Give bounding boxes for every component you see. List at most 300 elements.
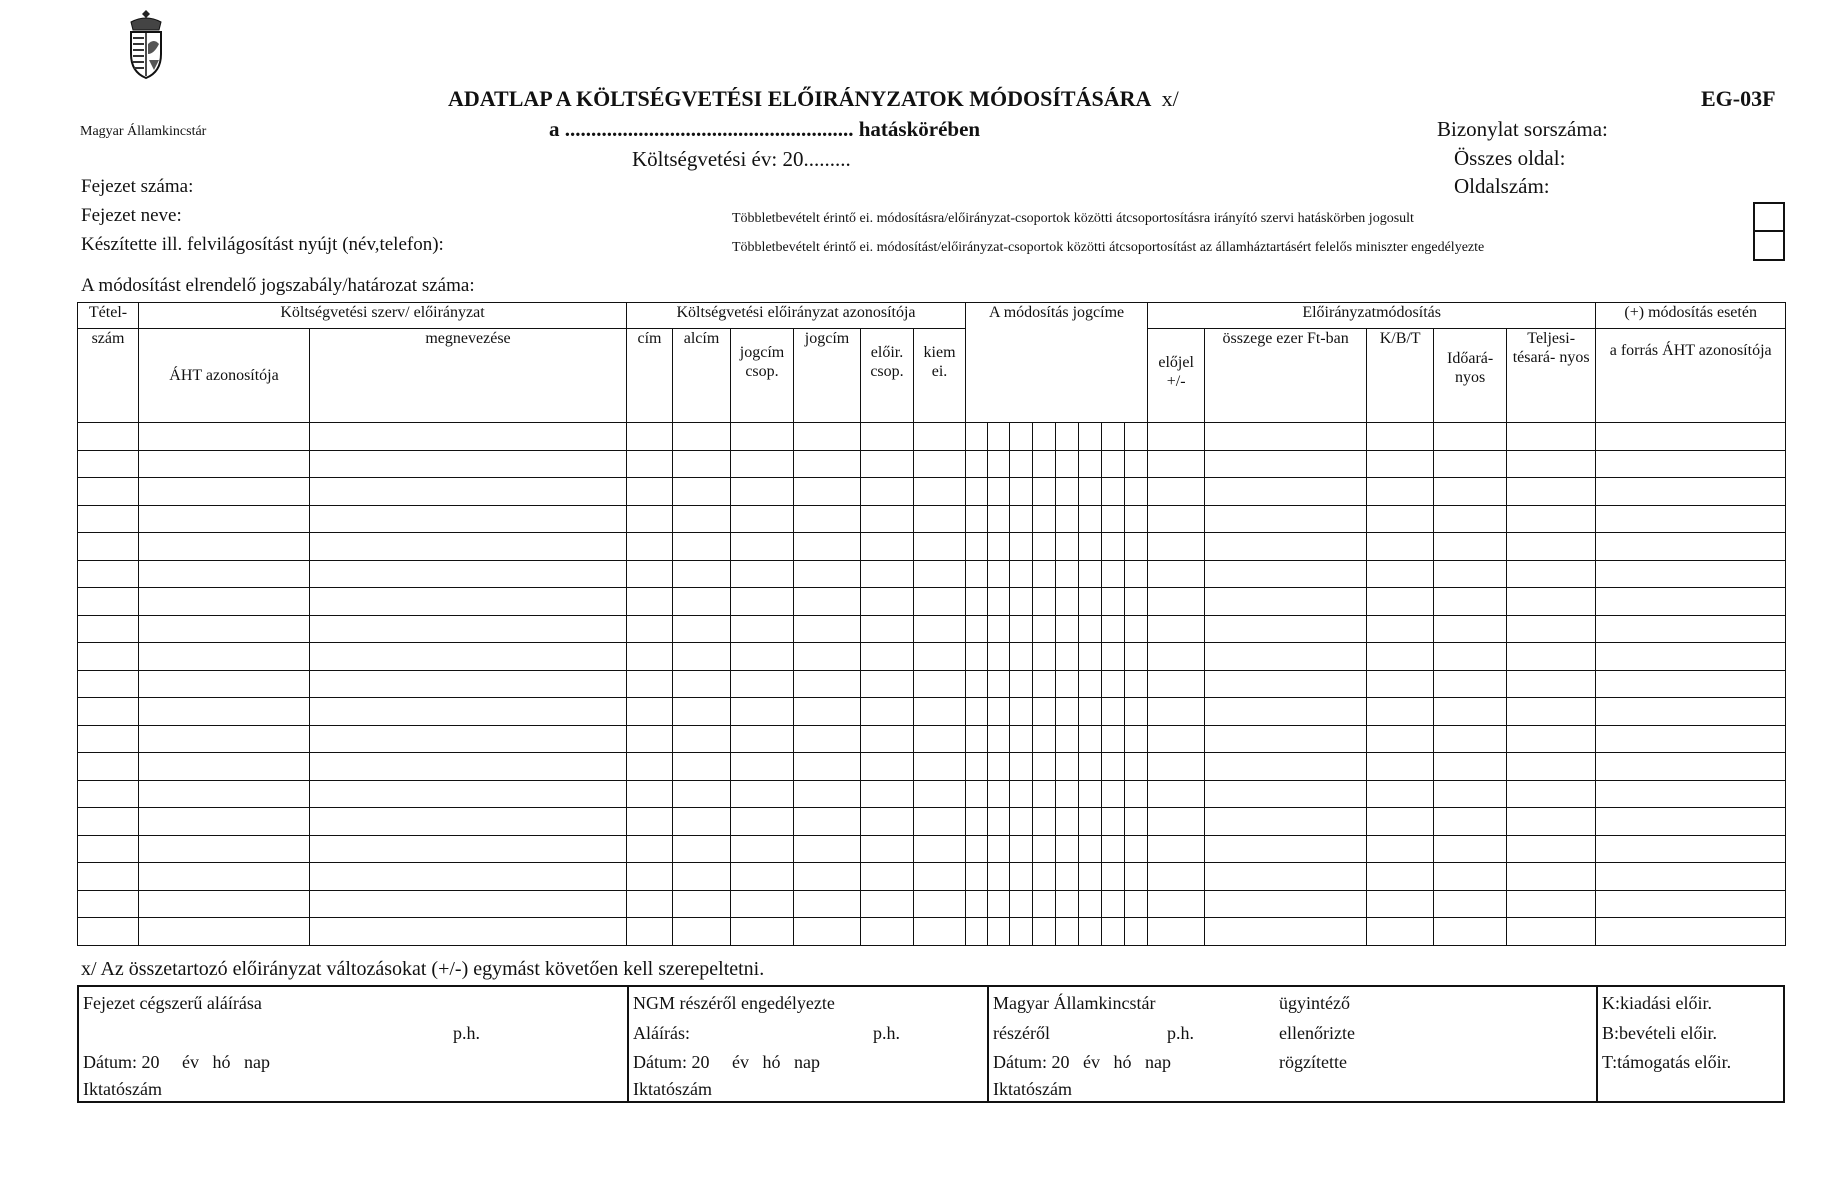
table-cell[interactable] [1125, 588, 1148, 616]
table-cell[interactable] [1507, 478, 1596, 506]
table-cell[interactable] [1367, 560, 1434, 588]
table-cell[interactable] [1596, 615, 1786, 643]
table-cell[interactable] [914, 863, 966, 891]
table-cell[interactable] [988, 863, 1010, 891]
table-cell[interactable] [1056, 450, 1079, 478]
table-cell[interactable] [861, 560, 914, 588]
table-cell[interactable] [1010, 670, 1033, 698]
table-cell[interactable] [794, 890, 861, 918]
table-cell[interactable] [914, 533, 966, 561]
table-cell[interactable] [1033, 588, 1056, 616]
table-cell[interactable] [1507, 835, 1596, 863]
table-cell[interactable] [794, 835, 861, 863]
table-cell[interactable] [1010, 890, 1033, 918]
table-cell[interactable] [1033, 643, 1056, 671]
table-cell[interactable] [1367, 808, 1434, 836]
table-cell[interactable] [1507, 863, 1596, 891]
table-cell[interactable] [139, 670, 310, 698]
table-cell[interactable] [673, 808, 731, 836]
table-cell[interactable] [731, 615, 794, 643]
table-cell[interactable] [1596, 725, 1786, 753]
table-cell[interactable] [627, 725, 673, 753]
table-cell[interactable] [310, 505, 627, 533]
table-cell[interactable] [1148, 478, 1205, 506]
table-cell[interactable] [1102, 890, 1125, 918]
table-cell[interactable] [794, 478, 861, 506]
table-cell[interactable] [861, 533, 914, 561]
table-cell[interactable] [1102, 533, 1125, 561]
table-cell[interactable] [627, 505, 673, 533]
table-cell[interactable] [673, 753, 731, 781]
table-cell[interactable] [914, 808, 966, 836]
table-cell[interactable] [1507, 423, 1596, 451]
table-cell[interactable] [914, 725, 966, 753]
table-cell[interactable] [139, 560, 310, 588]
table-cell[interactable] [1434, 615, 1507, 643]
table-cell[interactable] [1596, 505, 1786, 533]
table-cell[interactable] [673, 450, 731, 478]
table-cell[interactable] [1010, 918, 1033, 946]
table-cell[interactable] [139, 835, 310, 863]
table-cell[interactable] [1125, 808, 1148, 836]
checkbox-2[interactable] [1753, 230, 1785, 261]
table-cell[interactable] [310, 670, 627, 698]
table-cell[interactable] [78, 478, 139, 506]
table-cell[interactable] [673, 588, 731, 616]
table-cell[interactable] [1079, 423, 1102, 451]
table-cell[interactable] [914, 450, 966, 478]
table-cell[interactable] [1507, 533, 1596, 561]
table-cell[interactable] [1434, 835, 1507, 863]
table-cell[interactable] [1205, 918, 1367, 946]
table-cell[interactable] [1507, 725, 1596, 753]
table-cell[interactable] [731, 698, 794, 726]
table-cell[interactable] [1367, 698, 1434, 726]
table-cell[interactable] [627, 918, 673, 946]
table-cell[interactable] [1367, 780, 1434, 808]
table-cell[interactable] [139, 780, 310, 808]
table-cell[interactable] [1010, 643, 1033, 671]
table-cell[interactable] [1507, 780, 1596, 808]
table-cell[interactable] [1148, 560, 1205, 588]
table-cell[interactable] [139, 808, 310, 836]
table-cell[interactable] [1367, 533, 1434, 561]
table-cell[interactable] [1434, 918, 1507, 946]
table-cell[interactable] [988, 808, 1010, 836]
table-cell[interactable] [1148, 698, 1205, 726]
table-cell[interactable] [794, 863, 861, 891]
table-cell[interactable] [1033, 450, 1056, 478]
table-cell[interactable] [310, 753, 627, 781]
table-cell[interactable] [1056, 670, 1079, 698]
table-cell[interactable] [794, 615, 861, 643]
table-cell[interactable] [673, 863, 731, 891]
table-cell[interactable] [1596, 835, 1786, 863]
table-cell[interactable] [1148, 670, 1205, 698]
table-cell[interactable] [1033, 753, 1056, 781]
table-cell[interactable] [1102, 670, 1125, 698]
table-cell[interactable] [1507, 808, 1596, 836]
table-cell[interactable] [1205, 615, 1367, 643]
table-cell[interactable] [1079, 863, 1102, 891]
table-cell[interactable] [139, 615, 310, 643]
table-cell[interactable] [78, 725, 139, 753]
table-cell[interactable] [1125, 478, 1148, 506]
table-cell[interactable] [1205, 505, 1367, 533]
table-cell[interactable] [1596, 808, 1786, 836]
table-cell[interactable] [1205, 890, 1367, 918]
table-cell[interactable] [861, 918, 914, 946]
table-cell[interactable] [78, 588, 139, 616]
table-cell[interactable] [1056, 918, 1079, 946]
table-cell[interactable] [988, 478, 1010, 506]
table-cell[interactable] [731, 890, 794, 918]
table-cell[interactable] [861, 670, 914, 698]
table-cell[interactable] [794, 560, 861, 588]
table-cell[interactable] [1507, 615, 1596, 643]
table-cell[interactable] [1148, 753, 1205, 781]
table-cell[interactable] [1010, 808, 1033, 836]
table-cell[interactable] [861, 835, 914, 863]
table-cell[interactable] [1434, 588, 1507, 616]
table-cell[interactable] [1010, 505, 1033, 533]
table-cell[interactable] [78, 670, 139, 698]
table-cell[interactable] [914, 505, 966, 533]
table-cell[interactable] [1056, 890, 1079, 918]
table-cell[interactable] [914, 615, 966, 643]
table-cell[interactable] [1367, 918, 1434, 946]
table-cell[interactable] [1033, 808, 1056, 836]
table-cell[interactable] [1148, 918, 1205, 946]
table-cell[interactable] [673, 698, 731, 726]
table-cell[interactable] [78, 505, 139, 533]
table-cell[interactable] [1434, 533, 1507, 561]
table-cell[interactable] [861, 478, 914, 506]
table-cell[interactable] [1148, 588, 1205, 616]
table-cell[interactable] [78, 615, 139, 643]
table-cell[interactable] [78, 533, 139, 561]
table-cell[interactable] [78, 698, 139, 726]
table-cell[interactable] [1010, 615, 1033, 643]
table-cell[interactable] [914, 478, 966, 506]
table-cell[interactable] [78, 560, 139, 588]
table-cell[interactable] [310, 450, 627, 478]
table-cell[interactable] [1148, 423, 1205, 451]
table-cell[interactable] [310, 808, 627, 836]
table-cell[interactable] [1079, 808, 1102, 836]
table-cell[interactable] [1507, 890, 1596, 918]
table-cell[interactable] [861, 808, 914, 836]
table-cell[interactable] [1434, 423, 1507, 451]
table-cell[interactable] [139, 918, 310, 946]
table-cell[interactable] [1596, 780, 1786, 808]
table-cell[interactable] [966, 588, 988, 616]
table-cell[interactable] [627, 478, 673, 506]
table-cell[interactable] [1033, 890, 1056, 918]
table-cell[interactable] [794, 753, 861, 781]
table-cell[interactable] [1102, 753, 1125, 781]
table-cell[interactable] [1205, 670, 1367, 698]
table-cell[interactable] [1367, 835, 1434, 863]
table-cell[interactable] [673, 505, 731, 533]
table-cell[interactable] [794, 918, 861, 946]
table-cell[interactable] [861, 890, 914, 918]
table-cell[interactable] [1434, 725, 1507, 753]
table-cell[interactable] [914, 698, 966, 726]
table-cell[interactable] [794, 643, 861, 671]
table-cell[interactable] [1507, 450, 1596, 478]
table-cell[interactable] [1010, 478, 1033, 506]
table-cell[interactable] [1507, 643, 1596, 671]
table-cell[interactable] [1056, 808, 1079, 836]
table-cell[interactable] [1205, 533, 1367, 561]
table-cell[interactable] [1079, 698, 1102, 726]
table-cell[interactable] [673, 780, 731, 808]
table-cell[interactable] [966, 780, 988, 808]
table-cell[interactable] [731, 478, 794, 506]
table-cell[interactable] [1056, 753, 1079, 781]
table-cell[interactable] [139, 533, 310, 561]
table-cell[interactable] [78, 423, 139, 451]
table-cell[interactable] [1033, 533, 1056, 561]
table-cell[interactable] [673, 835, 731, 863]
table-cell[interactable] [673, 643, 731, 671]
table-cell[interactable] [914, 643, 966, 671]
table-cell[interactable] [1434, 505, 1507, 533]
table-cell[interactable] [861, 725, 914, 753]
table-cell[interactable] [731, 533, 794, 561]
table-cell[interactable] [673, 560, 731, 588]
table-cell[interactable] [731, 780, 794, 808]
table-cell[interactable] [914, 780, 966, 808]
table-cell[interactable] [627, 670, 673, 698]
table-cell[interactable] [1033, 835, 1056, 863]
table-cell[interactable] [78, 643, 139, 671]
table-cell[interactable] [1596, 533, 1786, 561]
table-cell[interactable] [966, 670, 988, 698]
table-cell[interactable] [1079, 450, 1102, 478]
table-cell[interactable] [988, 698, 1010, 726]
table-cell[interactable] [1596, 423, 1786, 451]
table-cell[interactable] [1079, 670, 1102, 698]
table-cell[interactable] [966, 643, 988, 671]
table-cell[interactable] [139, 753, 310, 781]
table-cell[interactable] [78, 780, 139, 808]
table-cell[interactable] [310, 918, 627, 946]
table-cell[interactable] [1079, 505, 1102, 533]
table-cell[interactable] [914, 670, 966, 698]
table-cell[interactable] [794, 423, 861, 451]
table-cell[interactable] [1056, 863, 1079, 891]
table-cell[interactable] [1205, 698, 1367, 726]
table-cell[interactable] [1010, 450, 1033, 478]
table-cell[interactable] [1010, 725, 1033, 753]
table-cell[interactable] [1148, 615, 1205, 643]
table-cell[interactable] [731, 835, 794, 863]
table-cell[interactable] [1367, 725, 1434, 753]
table-cell[interactable] [1102, 808, 1125, 836]
table-cell[interactable] [1596, 753, 1786, 781]
table-cell[interactable] [1434, 780, 1507, 808]
table-cell[interactable] [1205, 643, 1367, 671]
table-cell[interactable] [1205, 753, 1367, 781]
table-cell[interactable] [1596, 670, 1786, 698]
table-cell[interactable] [1056, 835, 1079, 863]
table-cell[interactable] [1102, 588, 1125, 616]
table-cell[interactable] [627, 698, 673, 726]
table-cell[interactable] [1205, 588, 1367, 616]
table-cell[interactable] [731, 670, 794, 698]
table-cell[interactable] [1148, 450, 1205, 478]
table-cell[interactable] [1148, 505, 1205, 533]
table-cell[interactable] [1125, 835, 1148, 863]
table-cell[interactable] [1033, 698, 1056, 726]
table-cell[interactable] [966, 698, 988, 726]
table-cell[interactable] [1079, 780, 1102, 808]
table-cell[interactable] [1079, 643, 1102, 671]
table-cell[interactable] [310, 588, 627, 616]
table-cell[interactable] [310, 615, 627, 643]
table-cell[interactable] [627, 643, 673, 671]
table-cell[interactable] [1367, 423, 1434, 451]
table-cell[interactable] [1148, 835, 1205, 863]
table-cell[interactable] [1010, 533, 1033, 561]
table-cell[interactable] [861, 423, 914, 451]
table-cell[interactable] [1010, 780, 1033, 808]
table-cell[interactable] [1056, 780, 1079, 808]
table-cell[interactable] [966, 533, 988, 561]
table-cell[interactable] [794, 725, 861, 753]
table-cell[interactable] [731, 588, 794, 616]
table-cell[interactable] [139, 863, 310, 891]
table-cell[interactable] [1125, 753, 1148, 781]
table-cell[interactable] [988, 450, 1010, 478]
table-cell[interactable] [1507, 560, 1596, 588]
table-cell[interactable] [1434, 450, 1507, 478]
table-cell[interactable] [731, 450, 794, 478]
table-cell[interactable] [1507, 753, 1596, 781]
table-cell[interactable] [1125, 615, 1148, 643]
table-cell[interactable] [966, 505, 988, 533]
table-cell[interactable] [673, 533, 731, 561]
table-cell[interactable] [673, 423, 731, 451]
table-cell[interactable] [1596, 588, 1786, 616]
table-cell[interactable] [1596, 478, 1786, 506]
table-cell[interactable] [731, 725, 794, 753]
table-cell[interactable] [1056, 423, 1079, 451]
table-cell[interactable] [861, 780, 914, 808]
table-cell[interactable] [1434, 863, 1507, 891]
table-cell[interactable] [673, 918, 731, 946]
table-cell[interactable] [1367, 753, 1434, 781]
table-cell[interactable] [1010, 863, 1033, 891]
table-cell[interactable] [1596, 560, 1786, 588]
table-cell[interactable] [310, 890, 627, 918]
table-cell[interactable] [1033, 725, 1056, 753]
table-cell[interactable] [1033, 670, 1056, 698]
table-cell[interactable] [627, 808, 673, 836]
table-cell[interactable] [310, 835, 627, 863]
table-cell[interactable] [914, 890, 966, 918]
table-cell[interactable] [1148, 808, 1205, 836]
table-cell[interactable] [139, 478, 310, 506]
table-cell[interactable] [861, 615, 914, 643]
table-cell[interactable] [1596, 643, 1786, 671]
table-cell[interactable] [988, 423, 1010, 451]
table-cell[interactable] [310, 643, 627, 671]
table-cell[interactable] [1434, 560, 1507, 588]
table-cell[interactable] [1102, 450, 1125, 478]
table-cell[interactable] [1033, 780, 1056, 808]
table-cell[interactable] [794, 588, 861, 616]
table-cell[interactable] [914, 588, 966, 616]
table-cell[interactable] [310, 560, 627, 588]
table-cell[interactable] [966, 423, 988, 451]
table-cell[interactable] [310, 780, 627, 808]
table-cell[interactable] [1367, 588, 1434, 616]
table-cell[interactable] [310, 533, 627, 561]
table-cell[interactable] [673, 670, 731, 698]
table-cell[interactable] [1434, 753, 1507, 781]
table-cell[interactable] [966, 560, 988, 588]
table-cell[interactable] [1596, 863, 1786, 891]
table-cell[interactable] [731, 808, 794, 836]
table-cell[interactable] [139, 725, 310, 753]
table-cell[interactable] [1148, 863, 1205, 891]
table-cell[interactable] [1079, 560, 1102, 588]
table-cell[interactable] [966, 615, 988, 643]
table-cell[interactable] [139, 505, 310, 533]
table-cell[interactable] [673, 478, 731, 506]
table-cell[interactable] [1102, 863, 1125, 891]
table-cell[interactable] [1102, 560, 1125, 588]
table-cell[interactable] [914, 560, 966, 588]
table-cell[interactable] [794, 808, 861, 836]
table-cell[interactable] [139, 890, 310, 918]
table-cell[interactable] [627, 863, 673, 891]
table-cell[interactable] [861, 698, 914, 726]
table-cell[interactable] [731, 560, 794, 588]
table-cell[interactable] [1125, 890, 1148, 918]
table-cell[interactable] [1125, 505, 1148, 533]
table-cell[interactable] [1056, 560, 1079, 588]
table-cell[interactable] [1367, 670, 1434, 698]
table-cell[interactable] [966, 890, 988, 918]
table-cell[interactable] [673, 890, 731, 918]
table-cell[interactable] [1148, 533, 1205, 561]
table-cell[interactable] [1102, 835, 1125, 863]
table-cell[interactable] [310, 863, 627, 891]
table-cell[interactable] [1056, 588, 1079, 616]
table-cell[interactable] [988, 560, 1010, 588]
table-cell[interactable] [731, 918, 794, 946]
table-cell[interactable] [673, 615, 731, 643]
table-cell[interactable] [310, 423, 627, 451]
table-cell[interactable] [1102, 698, 1125, 726]
table-cell[interactable] [1205, 835, 1367, 863]
table-cell[interactable] [988, 835, 1010, 863]
table-cell[interactable] [988, 890, 1010, 918]
table-cell[interactable] [1102, 615, 1125, 643]
table-cell[interactable] [1102, 643, 1125, 671]
table-cell[interactable] [1125, 533, 1148, 561]
table-cell[interactable] [794, 450, 861, 478]
table-cell[interactable] [1205, 478, 1367, 506]
table-cell[interactable] [988, 670, 1010, 698]
table-cell[interactable] [1102, 780, 1125, 808]
table-cell[interactable] [1507, 918, 1596, 946]
table-cell[interactable] [1033, 918, 1056, 946]
